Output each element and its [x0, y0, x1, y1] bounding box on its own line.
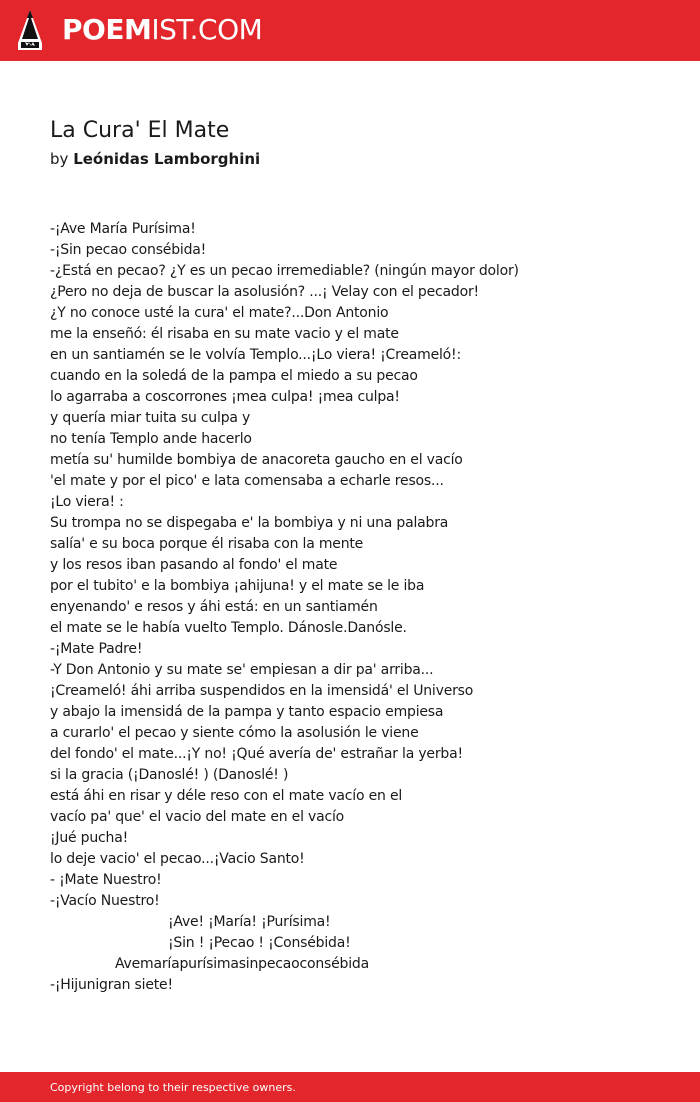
poem-line: -¡Vacío Nuestro! [50, 893, 160, 909]
poem-line: -¡Mate Padre! [50, 641, 143, 657]
poem-line: está áhi en risar y déle reso con el mate vacío en el [50, 788, 403, 804]
poem-body [50, 219, 670, 996]
poem-line: -¡Ave María Purísima! [50, 221, 196, 237]
poem-line: en un santiamén se le volvía Templo...¡Lo viera! ¡Creameló!: [50, 347, 461, 363]
poem-line: el mate se le había vuelto Templo. Dánosle.Danósle. [50, 620, 407, 636]
poem-line: ¿Y no conoce usté la cura' el mate?...Don Antonio [50, 305, 389, 321]
poem-line: lo deje vacio' el pecao...¡Vacio Santo! [50, 851, 305, 867]
poem-line: -¿Está en pecao? ¿Y es un pecao irremediable? (ningún mayor dolor) [50, 263, 519, 279]
brand-bold: POEM [62, 13, 152, 46]
byline [50, 149, 260, 169]
poem-line: Su trompa no se dispegaba e' la bombiya y ni una palabra [50, 515, 449, 531]
poem-line: - ¡Mate Nuestro! [50, 872, 162, 888]
poem-line: metía su' humilde bombiya de anacoreta gaucho en el vacío [50, 452, 463, 468]
poem-line: ¡Sin ! ¡Pecao ! ¡Consébida! [168, 935, 351, 951]
poem-line: si la gracia (¡Danoslé! ) (Danoslé! ) [50, 767, 289, 783]
poem-line: no tenía Templo ande hacerlo [50, 431, 252, 447]
poem-line: por el tubito' e la bombiya ¡ahijuna! y el mate se le iba [50, 578, 425, 594]
poem-line: -Y Don Antonio y su mate se' empiesan a dir pa' arriba... [50, 662, 434, 678]
poem-line: cuando en la soledá de la pampa el miedo a su pecao [50, 368, 418, 384]
poem-line: -¡Sin pecao consébida! [50, 242, 207, 258]
poem-line: 'el mate y por el pico' e lata comensaba a echarle resos... [50, 473, 444, 489]
poem-line: -¡Hijunigran siete! [50, 977, 173, 993]
pencil-logo-icon[interactable] [17, 9, 43, 51]
brand-logo[interactable] [62, 13, 262, 47]
site-footer [0, 1072, 700, 1102]
copyright-notice: Copyright belong to their respective owners. [50, 1081, 296, 1094]
poem-line: Avemaríapurísimasinpecaoconsébida [115, 956, 369, 972]
poem-line: del fondo' el mate...¡Y no! ¡Qué avería de' estrañar la yerba! [50, 746, 463, 762]
poem-line: y los resos iban pasando al fondo' el mate [50, 557, 338, 573]
poem-line: a curarlo' el pecao y siente cómo la asolusión le viene [50, 725, 419, 741]
brand-light: IST.COM [151, 13, 263, 46]
poem-line: ¡Ave! ¡María! ¡Purísima! [168, 914, 331, 930]
poem-title: La Cura' El Mate [50, 118, 230, 143]
poem-line: ¡Jué pucha! [50, 830, 128, 846]
poem-line: ¿Pero no deja de buscar la asolusión? ...¡ Velay con el pecador! [50, 284, 479, 300]
poem-line: salía' e su boca porque él risaba con la mente [50, 536, 364, 552]
author-name[interactable]: Leónidas Lamborghini [73, 150, 261, 168]
poem-line: lo agarraba a coscorrones ¡mea culpa! ¡mea culpa! [50, 389, 400, 405]
by-label: by [50, 150, 69, 168]
poem-line: enyenando' e resos y áhi está: en un santiamén [50, 599, 378, 615]
poem-line: y quería miar tuita su culpa y [50, 410, 251, 426]
poem-line: ¡Lo viera! : [50, 494, 124, 510]
poem-line: y abajo la imensidá de la pampa y tanto espacio empiesa [50, 704, 444, 720]
site-header [0, 0, 700, 61]
poem-line: vacío pa' que' el vacio del mate en el vacío [50, 809, 345, 825]
poem-line: ¡Creameló! áhi arriba suspendidos en la imensidá' el Universo [50, 683, 474, 699]
poem-line: me la enseñó: él risaba en su mate vacio y el mate [50, 326, 399, 342]
